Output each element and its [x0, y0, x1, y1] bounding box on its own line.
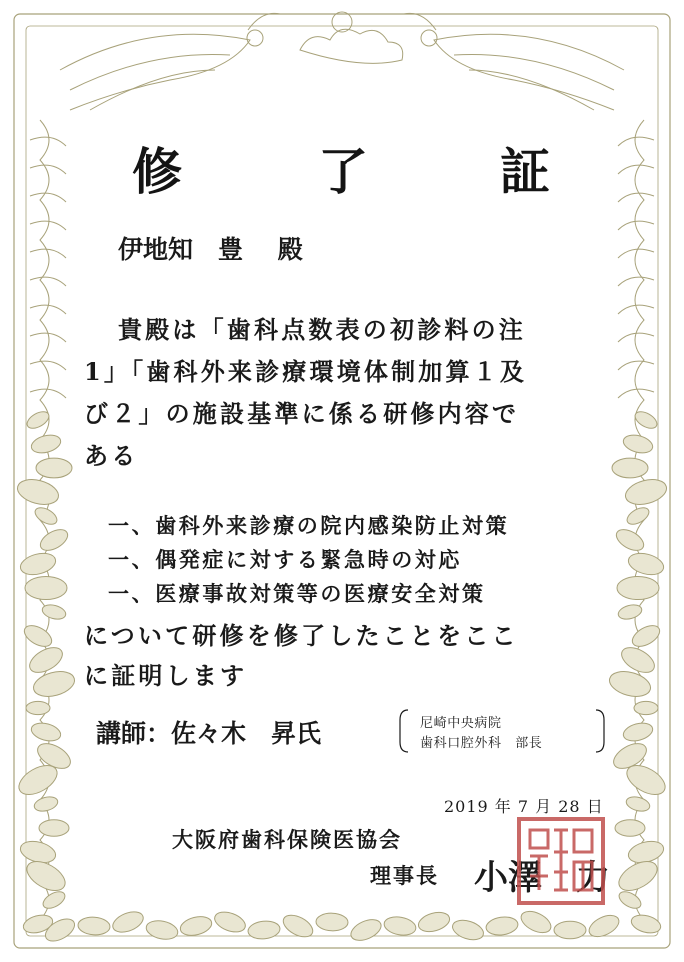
organization-name: 大阪府歯科保険医協会	[172, 827, 402, 852]
phoenix-right-icon	[404, 13, 624, 110]
lecturer	[96, 714, 321, 750]
closing-line-2: に証明します	[84, 661, 248, 690]
item-3: 一、医療事故対策等の医療安全対策	[108, 581, 486, 606]
title-char-2: 了	[318, 142, 368, 201]
recipient-name: 伊地知 豊	[118, 235, 244, 264]
recipient-honorific: 殿	[277, 235, 303, 264]
item-1: 一、歯科外来診療の院内感染防止対策	[108, 513, 510, 538]
body-line-4: ある	[84, 441, 139, 470]
body-line-2: 1」「歯科外来診療環境体制加算１及	[84, 357, 528, 386]
cloud-motif-icon	[300, 12, 403, 63]
official-seal-icon	[516, 816, 606, 906]
phoenix-left-icon	[60, 13, 280, 110]
title-char-1: 修	[132, 142, 182, 201]
title-char-3: 証	[500, 142, 550, 201]
issue-date: 2019 年 7 月 28 日	[444, 797, 604, 816]
lecturer-affiliation-1: 尼崎中央病院	[420, 716, 502, 731]
item-2: 一、偶発症に対する緊急時の対応	[108, 547, 462, 572]
body-line-1: 貴殿は「歯科点数表の初診料の注	[118, 315, 526, 344]
body-line-3: び２」の施設基準に係る研修内容で	[84, 399, 520, 428]
lecturer-name: 佐々木 昇氏	[171, 719, 322, 748]
chairperson-name: 小澤 力	[474, 858, 610, 898]
lecturer-label: 講師：	[96, 719, 172, 748]
lecturer-affiliation-2: 歯科口腔外科 部長	[420, 736, 543, 751]
chairperson-title: 理事長	[370, 863, 439, 888]
recipient	[118, 230, 303, 266]
closing-line-1: について研修を修了したことをここ	[84, 621, 519, 650]
